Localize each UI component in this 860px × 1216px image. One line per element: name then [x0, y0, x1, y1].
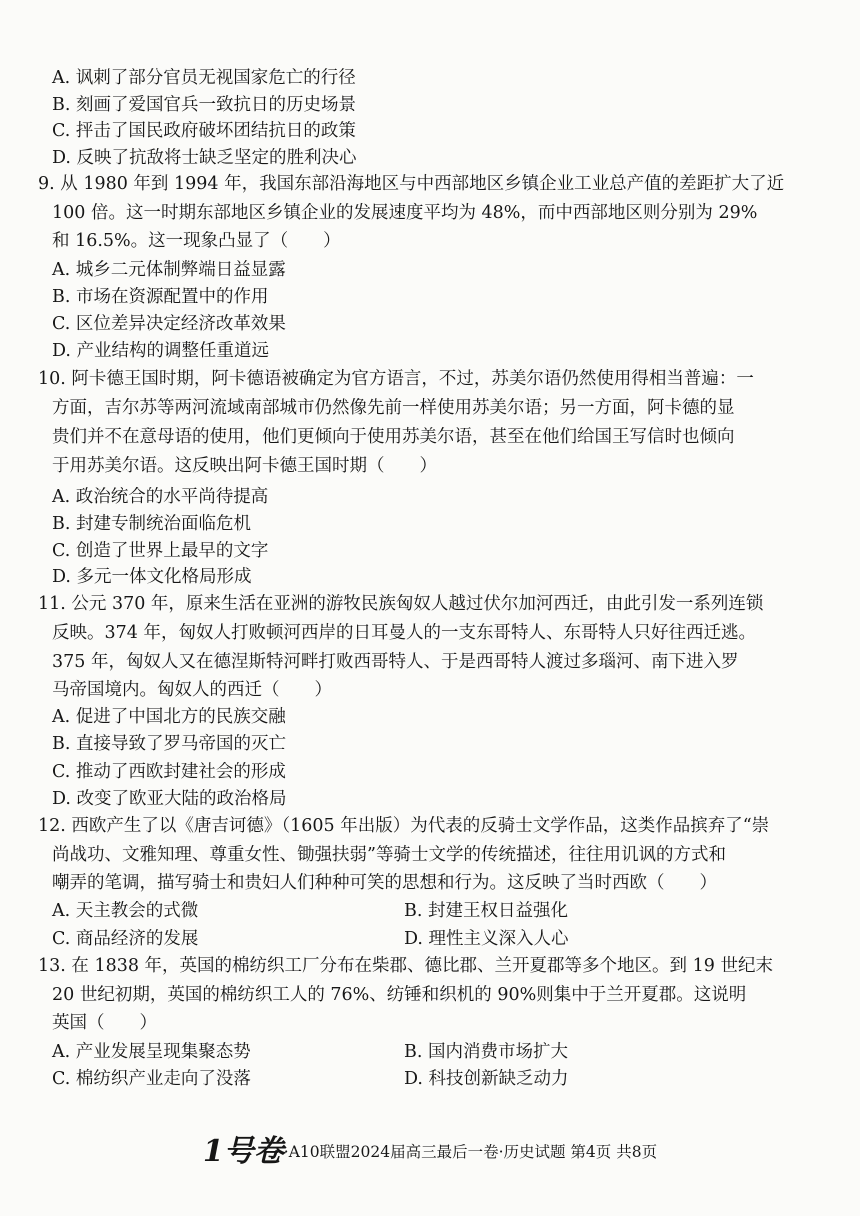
question-13-stem-line-3: 英国（ ） — [52, 1013, 157, 1033]
question-12-stem-line-2: 尚战功、文雅知理、尊重女性、锄强扶弱”等骑士文学的传统描述，往往用讥讽的方式和 — [52, 845, 726, 865]
question-11-stem-line-3: 375 年，匈奴人又在德涅斯特河畔打败西哥特人、于是西哥特人渡过多瑙河、南下进入罗 — [52, 652, 739, 672]
option-b: B. 封建专制统治面临危机 — [52, 514, 251, 534]
option-b: B. 封建王权日益强化 — [404, 901, 568, 921]
page-footer — [0, 1126, 860, 1170]
option-b: B. 刻画了爱国官兵一致抗日的历史场景 — [52, 95, 356, 115]
option-b: B. 国内消费市场扩大 — [404, 1042, 568, 1062]
option-a: A. 讽刺了部分官员无视国家危亡的行径 — [52, 68, 356, 88]
option-d: D. 理性主义深入人心 — [404, 929, 569, 949]
question-12-stem-line-3: 嘲弄的笔调，描写骑士和贵妇人们种种可笑的思想和行为。这反映了当时西欧（ ） — [52, 873, 717, 893]
question-10-stem-line-2: 方面，吉尔苏等两河流域南部城市仍然像先前一样使用苏美尔语；另一方面，阿卡德的显 — [52, 398, 735, 418]
option-c: C. 推动了西欧封建社会的形成 — [52, 762, 286, 782]
option-c: C. 创造了世界上最早的文字 — [52, 541, 269, 561]
option-d: D. 科技创新缺乏动力 — [404, 1069, 569, 1089]
question-11-stem-line-1: 11. 公元 370 年，原来生活在亚洲的游牧民族匈奴人越过伏尔加河西迁，由此引发一系列连锁 — [38, 594, 764, 614]
question-9-stem-line-3: 和 16.5%。这一现象凸显了（ ） — [52, 231, 341, 251]
option-a: A. 产业发展呈现集聚态势 — [52, 1042, 251, 1062]
footer-text: ·A10联盟2024届高三最后一卷·历史试题 第4页 共8页 — [283, 1143, 658, 1161]
option-d: D. 产业结构的调整任重道远 — [52, 341, 270, 361]
question-10-stem-line-4: 于用苏美尔语。这反映出阿卡德王国时期（ ） — [52, 456, 437, 476]
option-c: C. 棉纺织产业走向了没落 — [52, 1069, 251, 1089]
exam-logo: 1号卷 — [202, 1134, 284, 1169]
question-13-stem-line-1: 13. 在 1838 年，英国的棉纺织工厂分布在柴郡、德比郡、兰开夏郡等多个地区。到 19 世纪末 — [38, 956, 773, 976]
question-10-stem-line-3: 贵们并不在意母语的使用，他们更倾向于使用苏美尔语，甚至在他们给国王写信时也倾向 — [52, 427, 735, 447]
option-b: B. 市场在资源配置中的作用 — [52, 287, 269, 307]
option-d: D. 反映了抗敌将士缺乏坚定的胜利决心 — [52, 148, 357, 168]
option-b: B. 直接导致了罗马帝国的灭亡 — [52, 734, 286, 754]
question-12-stem-line-1: 12. 西欧产生了以《唐吉诃德》（1605 年出版）为代表的反骑士文学作品，这类作品摈弃了“崇 — [38, 816, 770, 836]
option-c: C. 抨击了国民政府破坏团结抗日的政策 — [52, 121, 356, 141]
question-9-stem-line-1: 9. 从 1980 年到 1994 年，我国东部沿海地区与中西部地区乡镇企业工业总产值的差距扩大了近 — [38, 174, 785, 194]
question-9-stem-line-2: 100 倍。这一时期东部地区乡镇企业的发展速度平均为 48%，而中西部地区则分别为 29% — [52, 203, 758, 223]
option-d: D. 改变了欧亚大陆的政治格局 — [52, 789, 287, 809]
option-a: A. 促进了中国北方的民族交融 — [52, 707, 286, 727]
option-d: D. 多元一体文化格局形成 — [52, 567, 252, 587]
option-a: A. 天主教会的式微 — [52, 901, 199, 921]
question-13-stem-line-2: 20 世纪初期，英国的棉纺织工人的 76%、纺锤和织机的 90%则集中于兰开夏郡。这说明 — [52, 985, 747, 1005]
question-10-stem-line-1: 10. 阿卡德王国时期，阿卡德语被确定为官方语言，不过，苏美尔语仍然使用得相当普遍：一 — [38, 369, 754, 389]
option-a: A. 政治统合的水平尚待提高 — [52, 487, 269, 507]
question-11-stem-line-4: 马帝国境内。匈奴人的西迁（ ） — [52, 680, 332, 700]
option-c: C. 区位差异决定经济改革效果 — [52, 314, 286, 334]
question-11-stem-line-2: 反映。374 年，匈奴人打败顿河西岸的日耳曼人的一支东哥特人、东哥特人只好往西迁逃。 — [52, 623, 756, 643]
option-a: A. 城乡二元体制弊端日益显露 — [52, 260, 286, 280]
option-c: C. 商品经济的发展 — [52, 929, 199, 949]
